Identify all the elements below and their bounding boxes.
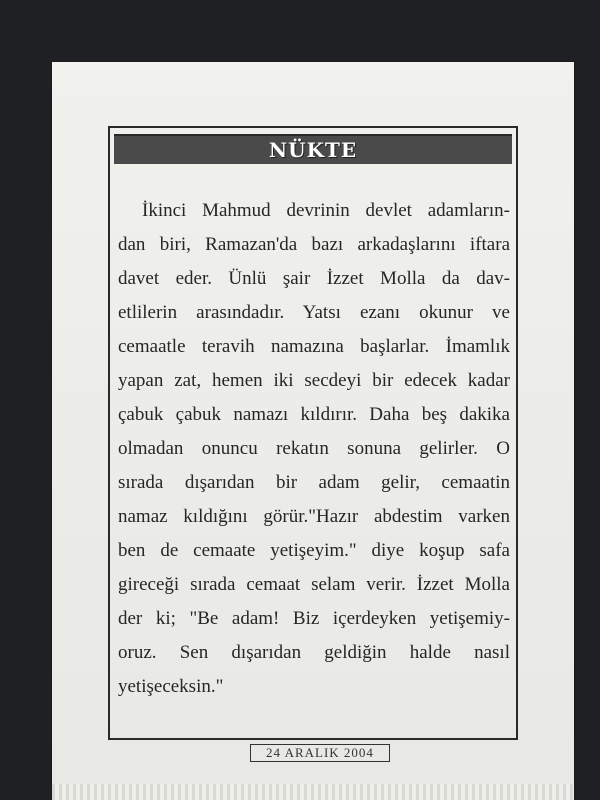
article-frame [108,126,518,740]
text-line: yetişeceksin." [118,676,224,697]
date-stamp: 24 ARALIK 2004 [250,744,390,762]
text-line: gireceği sırada cemaat selam verir. İzzet Molla [118,574,510,595]
torn-edge [52,784,574,800]
text-line: der ki; "Be adam! Biz içerdeyken yetişemiy- [118,608,510,629]
text-line: İkinci Mahmud devrinin devlet adamların- [142,200,510,221]
text-line: davet eder. Ünlü şair İzzet Molla da dav- [118,268,510,289]
text-line: etlilerin arasındadır. Yatsı ezanı okunur ve [118,302,510,323]
text-line: olmadan onuncu rekatın sonuna gelirler. O [118,438,510,459]
text-line: çabuk çabuk namazı kıldırır. Daha beş dakika [118,404,510,425]
text-line: ben de cemaate yetişeyim." diye koşup safa [118,540,510,561]
title-banner [114,134,512,164]
article-title: NÜKTE [268,138,358,162]
text-line: yapan zat, hemen iki secdeyi bir edecek kadar [118,370,510,391]
text-line: sırada dışarıdan bir adam gelir, cemaatin [118,472,510,493]
newspaper-clipping [52,62,574,800]
text-line: namaz kıldığını görür."Hazır abdestim varken [118,506,510,527]
text-line: cemaatle teravih namazına başlarlar. İmamlık [118,336,510,357]
article-body [118,194,510,704]
text-line: oruz. Sen dışarıdan geldiğin halde nasıl [118,642,510,663]
text-line: dan biri, Ramazan'da bazı arkadaşlarını iftara [118,234,510,255]
